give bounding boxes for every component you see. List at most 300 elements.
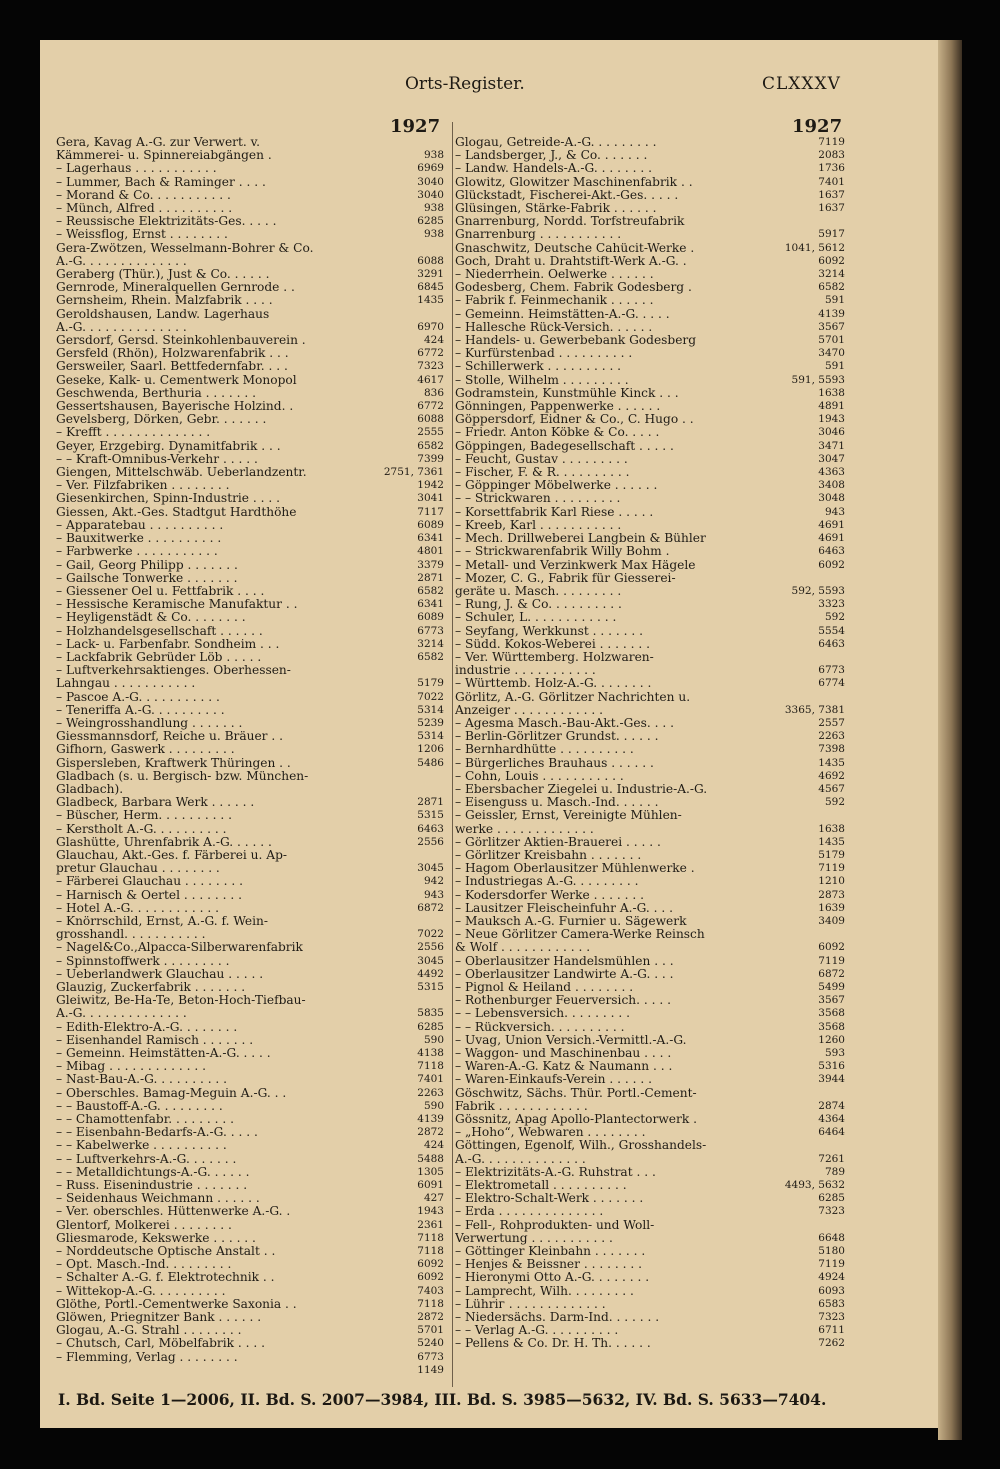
- entry-name: Geschwenda, Berthuria . . . . . . .: [56, 386, 257, 400]
- entry-page-number: 6648: [818, 1231, 845, 1244]
- register-entry: [56, 1219, 444, 1232]
- register-entry: [455, 1324, 845, 1337]
- entry-name: – Eisenhandel Ramisch . . . . . . .: [56, 1033, 254, 1047]
- entry-page-number: 3048: [818, 492, 845, 505]
- entry-name: – Teneriffa A.-G. . . . . . . . . .: [56, 703, 225, 717]
- right-year-heading: 1927: [792, 116, 843, 137]
- entry-page-number: 4691: [818, 518, 845, 531]
- register-entry: [455, 955, 845, 968]
- entry-name: Gladbeck, Barbara Werk . . . . . .: [56, 796, 255, 810]
- register-entry: [56, 466, 444, 479]
- entry-page-number: 2557: [818, 716, 845, 729]
- entry-page-number: 6092: [417, 1258, 444, 1271]
- register-entry: [455, 334, 845, 347]
- entry-name: – Ver. Filzfabriken . . . . . . . .: [56, 479, 230, 493]
- register-entry: [56, 941, 444, 954]
- entry-page-number: 4924: [818, 1271, 845, 1284]
- entry-name: – Lausitzer Fleischeinfuhr A.-G. . . .: [455, 901, 674, 915]
- entry-page-number: 6088: [417, 413, 444, 426]
- register-entry: [56, 1100, 444, 1113]
- entry-page-number: 5917: [818, 228, 845, 241]
- entry-page-number: 4139: [417, 1113, 444, 1126]
- entry-page-number: 7118: [417, 1231, 444, 1244]
- entry-page-number: 942: [423, 875, 444, 888]
- entry-name: – Weingrosshandlung . . . . . . .: [56, 716, 243, 730]
- entry-name: Gnaschwitz, Deutsche Cahücit-Werke .: [455, 241, 695, 255]
- entry-page-number: 3379: [417, 558, 444, 571]
- entry-page-number: 7118: [417, 1297, 444, 1310]
- register-entry: [455, 849, 845, 862]
- entry-page-number: 7119: [818, 1258, 845, 1271]
- register-entry: [455, 559, 845, 572]
- register-entry: [56, 400, 444, 413]
- entry-page-number: 5835: [417, 1007, 444, 1020]
- register-entry: [455, 730, 845, 743]
- entry-name: – Kerstholt A.-G. . . . . . . . . .: [56, 822, 227, 836]
- entry-name: – Opt. Masch.-Ind. . . . . . . . .: [56, 1258, 232, 1272]
- entry-page-number: 3040: [417, 175, 444, 188]
- entry-page-number: 6089: [417, 611, 444, 624]
- register-entry: [56, 968, 444, 981]
- entry-name: – Weissflog, Ernst . . . . . . . .: [56, 228, 228, 242]
- register-entry: [455, 268, 845, 281]
- entry-page-number: 6089: [417, 518, 444, 531]
- register-entry: [56, 757, 444, 770]
- entry-name: – Wittekop-A.-G. . . . . . . . . .: [56, 1284, 226, 1298]
- entry-name: – – Baustoff-A.-G. . . . . . . . .: [56, 1099, 223, 1113]
- entry-name: – Niederrhein. Oelwerke . . . . . .: [455, 268, 654, 282]
- entry-name: – – Strickwaren . . . . . . . . .: [455, 492, 621, 506]
- register-entry: [56, 823, 444, 836]
- entry-page-number: 1305: [417, 1165, 444, 1178]
- register-entry: [455, 202, 845, 215]
- entry-name: – Ueberlandwerk Glauchau . . . . .: [56, 967, 264, 981]
- register-entry: [56, 413, 444, 426]
- register-entry: [455, 215, 845, 241]
- register-entry: [56, 559, 444, 572]
- register-entry: [56, 1324, 444, 1337]
- register-entry: [455, 757, 845, 770]
- entry-name: – Reussische Elektrizitäts-Ges. . . . .: [56, 215, 277, 229]
- register-entry: [56, 162, 444, 175]
- entry-page-number: 7323: [417, 360, 444, 373]
- register-entry: [56, 360, 444, 373]
- entry-page-number: 5488: [417, 1152, 444, 1165]
- entry-name: – Heyligenstädt & Co. . . . . . . .: [56, 611, 246, 625]
- entry-name: – – Luftverkehrs-A.-G. . . . . . .: [56, 1152, 237, 1166]
- register-entry: [455, 453, 845, 466]
- entry-page-number: 4493, 5632: [784, 1179, 845, 1192]
- entry-page-number: 1943: [417, 1205, 444, 1218]
- register-entry: [455, 1311, 845, 1324]
- entry-name: – Lamprecht, Wilh. . . . . . . . .: [455, 1284, 634, 1298]
- entry-page-number: 6772: [417, 400, 444, 413]
- register-entry: [455, 1245, 845, 1258]
- entry-page-number: 5180: [818, 1245, 845, 1258]
- entry-page-number: 3408: [818, 479, 845, 492]
- register-entry: [455, 796, 845, 809]
- entry-page-number: 5499: [818, 981, 845, 993]
- entry-page-number: 4139: [818, 307, 845, 320]
- register-entry: [455, 149, 845, 162]
- entry-name: Glauchau, Akt.-Ges. f. Färberei u. Ap- pretur Glauchau . . . . . . . .: [56, 848, 288, 876]
- entry-page-number: 7117: [417, 505, 444, 518]
- entry-page-number: 1041, 5612: [784, 241, 845, 254]
- entry-name: – – Metalldichtungs-A.-G. . . . . .: [56, 1165, 250, 1179]
- entry-page-number: 938: [423, 149, 444, 162]
- register-entry: [56, 836, 444, 849]
- register-entry: [56, 585, 444, 598]
- register-entry: [455, 770, 845, 783]
- entry-page-number: 6464: [818, 1126, 845, 1139]
- entry-name: – Chutsch, Carl, Möbelfabrik . . . .: [56, 1337, 266, 1351]
- entry-page-number: 6285: [818, 1192, 845, 1205]
- entry-name: – „Hoho“, Webwaren . . . . . . . .: [455, 1126, 646, 1140]
- register-entry: [56, 519, 444, 532]
- entry-page-number: 1638: [818, 822, 845, 835]
- entry-name: Gössnitz, Apag Apollo-Plantectorwerk .: [455, 1113, 697, 1127]
- entry-name: Glückstadt, Fischerei-Akt.-Ges. . . . .: [455, 188, 679, 202]
- register-entry: [56, 1073, 444, 1086]
- column-divider: [452, 122, 453, 1387]
- entry-page-number: 1206: [417, 743, 444, 756]
- entry-name: – Erda . . . . . . . . . . . . . .: [455, 1205, 604, 1219]
- register-entry: [455, 136, 845, 149]
- register-entry: [455, 1007, 845, 1020]
- entry-name: Glowitz, Glowitzer Maschinenfabrik . .: [455, 175, 693, 189]
- entry-name: Glüsingen, Stärke-Fabrik . . . . . .: [455, 202, 657, 216]
- register-entry: [56, 545, 444, 558]
- register-entry: [455, 915, 845, 928]
- register-entry: [455, 598, 845, 611]
- entry-page-number: 6285: [417, 215, 444, 228]
- register-entry: [455, 255, 845, 268]
- register-entry: [455, 294, 845, 307]
- entry-page-number: 591: [824, 294, 845, 307]
- entry-page-number: 5314: [417, 730, 444, 743]
- entry-name: – Cohn, Louis . . . . . . . . . . .: [455, 769, 624, 783]
- entry-name: – Fischer, F. & R. . . . . . . . . .: [455, 466, 630, 480]
- entry-name: – Lagerhaus . . . . . . . . . . .: [56, 162, 217, 176]
- register-entry: [455, 1219, 845, 1245]
- entry-name: – Mauksch A.-G. Furnier u. Sägewerk: [455, 914, 687, 928]
- entry-page-number: 7401: [818, 175, 845, 188]
- entry-page-number: 4567: [818, 782, 845, 795]
- entry-name: – Oberlausitzer Handelsmühlen . . .: [455, 954, 674, 968]
- entry-name: – Kreeb, Karl . . . . . . . . . . .: [455, 518, 622, 532]
- register-entry: [56, 611, 444, 624]
- entry-name: – Giessener Oel u. Fettfabrik . . . .: [56, 584, 265, 598]
- entry-name: – Nast-Bau-A.-G. . . . . . . . . .: [56, 1073, 228, 1087]
- register-entry: [56, 915, 444, 941]
- register-entry: [455, 783, 845, 796]
- register-entry: [56, 268, 444, 281]
- register-entry: [455, 1087, 845, 1113]
- entry-page-number: 938: [423, 228, 444, 241]
- entry-page-number: 3047: [818, 452, 845, 465]
- entry-page-number: 1637: [818, 202, 845, 215]
- register-entry: [56, 228, 444, 241]
- entry-name: – Waggon- und Maschinenbau . . . .: [455, 1047, 672, 1061]
- entry-page-number: 6092: [818, 558, 845, 571]
- register-entry: [455, 506, 845, 519]
- register-entry: [56, 625, 444, 638]
- entry-name: – Oberlausitzer Landwirte A.-G. . . .: [455, 967, 674, 981]
- entry-page-number: 1210: [818, 875, 845, 888]
- entry-page-number: 7399: [417, 452, 444, 465]
- register-entry: [455, 1179, 845, 1192]
- register-entry: [455, 1285, 845, 1298]
- entry-name: – Nagel&Co.,Alpacca-Silberwarenfabrik: [56, 941, 303, 955]
- register-entry: [455, 638, 845, 651]
- register-entry: [56, 1047, 444, 1060]
- entry-name: – – Kabelwerke . . . . . . . . . .: [56, 1139, 227, 1153]
- register-entry: [56, 717, 444, 730]
- entry-page-number: 4691: [818, 532, 845, 545]
- register-entry: [56, 796, 444, 809]
- entry-page-number: 3046: [818, 426, 845, 439]
- register-entry: [455, 466, 845, 479]
- entry-page-number: 2556: [417, 941, 444, 954]
- entry-name: Giessen, Akt.-Ges. Stadtgut Hardthöhe: [56, 505, 297, 519]
- register-entry: [455, 862, 845, 875]
- entry-name: – Industriegas A.-G. . . . . . . . .: [455, 875, 639, 889]
- entry-name: – Feucht, Gustav . . . . . . . . .: [455, 452, 628, 466]
- register-entry: [56, 1153, 444, 1166]
- entry-page-number: 836: [423, 386, 444, 399]
- entry-page-number: 7118: [417, 1060, 444, 1073]
- entry-name: – Friedr. Anton Köbke & Co. . . . .: [455, 426, 660, 440]
- entry-name: – Büscher, Herm. . . . . . . . . .: [56, 809, 232, 823]
- entry-page-number: 1260: [818, 1033, 845, 1046]
- entry-page-number: 7119: [818, 954, 845, 967]
- register-entry: [455, 519, 845, 532]
- register-entry: [56, 492, 444, 505]
- entry-name: – Färberei Glauchau . . . . . . . .: [56, 875, 244, 889]
- register-entry: [56, 981, 444, 994]
- register-entry: [56, 572, 444, 585]
- entry-page-number: 3567: [818, 994, 845, 1007]
- register-entry: [455, 1337, 845, 1350]
- entry-name: – Russ. Eisenindustrie . . . . . . .: [56, 1179, 248, 1193]
- entry-name: – Seidenhaus Weichmann . . . . . .: [56, 1192, 260, 1206]
- register-entry: [455, 1126, 845, 1139]
- entry-page-number: 1638: [818, 386, 845, 399]
- entry-page-number: 7262: [818, 1337, 845, 1350]
- entry-name: – Gailsche Tonwerke . . . . . . .: [56, 571, 238, 585]
- entry-page-number: 424: [423, 1139, 444, 1152]
- entry-page-number: 2871: [417, 796, 444, 809]
- entry-page-number: 5486: [417, 756, 444, 769]
- entry-name: Gera, Kavag A.-G. zur Verwert. v. Kämmerei- u. Spinnereiabgängen .: [56, 136, 272, 163]
- entry-page-number: 3041: [417, 492, 444, 505]
- register-entry: [56, 770, 444, 796]
- entry-page-number: 2556: [417, 835, 444, 848]
- register-entry: [455, 492, 845, 505]
- entry-page-number: 4801: [417, 545, 444, 558]
- register-entry: [56, 994, 444, 1020]
- register-entry: [455, 374, 845, 387]
- entry-name: Goch, Draht u. Drahtstift-Werk A.-G. .: [455, 254, 687, 268]
- entry-page-number: 4363: [818, 466, 845, 479]
- entry-name: Göppersdorf, Eidner & Co., C. Hugo . .: [455, 413, 694, 427]
- entry-page-number: 6773: [818, 664, 845, 677]
- entry-name: Giesenkirchen, Spinn-Industrie . . . .: [56, 492, 281, 506]
- register-entry: [56, 1337, 444, 1350]
- register-entry: [455, 1271, 845, 1284]
- entry-page-number: 938: [423, 202, 444, 215]
- entry-page-number: 2872: [417, 1126, 444, 1139]
- entry-name: Gispersleben, Kraftwerk Thüringen . .: [56, 756, 291, 770]
- entry-name: – Hotel A.-G. . . . . . . . . . . .: [56, 901, 220, 915]
- entry-page-number: 3470: [818, 347, 845, 360]
- entry-page-number: 7261: [818, 1152, 845, 1165]
- entry-name: Gliesmarode, Kekswerke . . . . . .: [56, 1231, 256, 1245]
- entry-name: – Hallesche Rück-Versich. . . . . .: [455, 320, 653, 334]
- entry-page-number: 6970: [417, 320, 444, 333]
- register-entry: [56, 1166, 444, 1179]
- register-entry: [56, 1179, 444, 1192]
- entry-name: – Bürgerliches Brauhaus . . . . . .: [455, 756, 654, 770]
- entry-page-number: 6582: [818, 281, 845, 294]
- entry-name: – Norddeutsche Optische Anstalt . .: [56, 1245, 276, 1259]
- register-entry: [56, 426, 444, 439]
- register-entry: [56, 1311, 444, 1324]
- entry-name: Gifhorn, Gaswerk . . . . . . . . .: [56, 743, 235, 757]
- entry-page-number: 7401: [417, 1073, 444, 1086]
- entry-page-number: 3323: [818, 598, 845, 611]
- register-entry: [455, 426, 845, 439]
- register-entry: [455, 928, 845, 954]
- register-entry: [56, 136, 444, 162]
- register-entry: [56, 1258, 444, 1271]
- register-entry: [56, 308, 444, 334]
- entry-name: – Ebersbacher Ziegelei u. Industrie-A.-G.: [455, 782, 708, 796]
- entry-page-number: 7398: [818, 743, 845, 756]
- entry-name: – Agesma Masch.-Bau-Akt.-Ges. . . .: [455, 716, 674, 730]
- entry-name: Göppingen, Badegesellschaft . . . . .: [455, 439, 674, 453]
- register-entry: [56, 532, 444, 545]
- entry-page-number: 7323: [818, 1205, 845, 1218]
- register-entry: [455, 1047, 845, 1060]
- entry-page-number: 6285: [417, 1020, 444, 1033]
- entry-name: – Rung, J. & Co. . . . . . . . . .: [455, 598, 622, 612]
- register-entry: [455, 625, 845, 638]
- entry-page-number: 593: [824, 1047, 845, 1060]
- register-entry: [56, 374, 444, 387]
- entry-name: – Waren-Einkaufs-Verein . . . . . .: [455, 1073, 653, 1087]
- entry-name: – Landsberger, J., & Co. . . . . . .: [455, 149, 648, 163]
- entry-page-number: 6711: [818, 1324, 845, 1337]
- register-entry: [56, 189, 444, 202]
- register-entry: [56, 506, 444, 519]
- register-entry: [455, 1060, 845, 1073]
- entry-name: – Elektrizitäts-A.-G. Ruhstrat . . .: [455, 1165, 656, 1179]
- entry-name: Gernsheim, Rhein. Malzfabrik . . . .: [56, 294, 273, 308]
- entry-page-number: 427: [423, 1192, 444, 1205]
- entry-page-number: 6773: [417, 1350, 444, 1363]
- left-year-heading: 1927: [390, 116, 441, 137]
- register-entry: [455, 1205, 845, 1218]
- entry-page-number: 6845: [417, 281, 444, 294]
- entry-name: – Fell-, Rohprodukten- und Woll- Verwertung . . . . . . . . . . .: [455, 1218, 655, 1245]
- entry-page-number: 1639: [818, 901, 845, 914]
- entry-page-number: 2263: [818, 730, 845, 743]
- entry-page-number: 3040: [417, 188, 444, 201]
- entry-page-number: 3568: [818, 1007, 845, 1020]
- page-number-roman: CLXXXV: [762, 74, 841, 94]
- entry-name: – Mozer, C. G., Fabrik für Giesserei- geräte u. Masch. . . . . . . . .: [455, 571, 676, 598]
- entry-name: – Gemeinn. Heimstätten-A.-G. . . . .: [56, 1047, 271, 1061]
- entry-name: Glauzig, Zuckerfabrik . . . . . . .: [56, 981, 246, 994]
- entry-name: Giengen, Mittelschwäb. Ueberlandzentr.: [56, 466, 307, 480]
- register-entry: [56, 1232, 444, 1245]
- entry-name: Gersdorf, Gersd. Steinkohlenbauverein .: [56, 334, 306, 348]
- entry-page-number: 6092: [818, 941, 845, 954]
- entry-page-number: 5316: [818, 1060, 845, 1073]
- entry-page-number: 592: [824, 796, 845, 809]
- register-entry: [56, 281, 444, 294]
- entry-page-number: 2361: [417, 1218, 444, 1231]
- entry-name: Gevelsberg, Dörken, Gebr. . . . . . .: [56, 413, 267, 427]
- register-entry: [56, 691, 444, 704]
- entry-name: Godesberg, Chem. Fabrik Godesberg .: [455, 281, 692, 295]
- book-spine: [938, 40, 962, 1440]
- register-entry: [56, 1126, 444, 1139]
- entry-name: – Neue Görlitzer Camera-Werke Reinsch & Wolf . . . . . . . . . . . .: [455, 928, 705, 955]
- entry-page-number: 591, 5593: [791, 373, 845, 386]
- register-entry: [56, 176, 444, 189]
- entry-page-number: 3291: [417, 268, 444, 281]
- register-entry: [455, 717, 845, 730]
- entry-page-number: 1943: [818, 413, 845, 426]
- entry-name: – Stolle, Wilhelm . . . . . . . . .: [455, 373, 629, 387]
- entry-page-number: 7403: [417, 1284, 444, 1297]
- entry-name: – Farbwerke . . . . . . . . . . .: [56, 545, 218, 559]
- entry-name: – Lühriг . . . . . . . . . . . . .: [455, 1297, 606, 1311]
- entry-page-number: 1149: [417, 1363, 444, 1376]
- entry-page-number: 2083: [818, 149, 845, 162]
- entry-page-number: 5554: [818, 624, 845, 637]
- entry-page-number: 1736: [818, 162, 845, 175]
- entry-name: – Mibag . . . . . . . . . . . . .: [56, 1060, 206, 1074]
- entry-name: – Bernhardhütte . . . . . . . . . .: [455, 743, 634, 757]
- entry-page-number: 592, 5593: [791, 584, 845, 597]
- register-entry: [455, 1034, 845, 1047]
- entry-name: Geyer, Erzgebirg. Dynamitfabrik . . .: [56, 439, 281, 453]
- register-entry: [455, 532, 845, 545]
- register-entry: [56, 664, 444, 690]
- entry-name: – Göppinger Möbelwerke . . . . . .: [455, 479, 658, 493]
- entry-page-number: 6463: [818, 637, 845, 650]
- entry-name: – Göttinger Kleinbahn . . . . . . .: [455, 1245, 646, 1259]
- register-entry: [56, 598, 444, 611]
- register-entry: [455, 479, 845, 492]
- entry-page-number: 6583: [818, 1297, 845, 1310]
- register-entry: [56, 242, 444, 268]
- register-entry: [455, 743, 845, 756]
- entry-page-number: 5315: [417, 981, 444, 993]
- entry-page-number: 3568: [818, 1020, 845, 1033]
- register-entry: [455, 836, 845, 849]
- entry-name: Gersfeld (Rhön), Holzwarenfabrik . . .: [56, 347, 289, 361]
- entry-page-number: 6088: [417, 254, 444, 267]
- register-entry: [56, 479, 444, 492]
- entry-name: – Landw. Handels-A.-G. . . . . . . .: [455, 162, 652, 176]
- register-entry: [56, 347, 444, 360]
- entry-name: – Görlitzer Kreisbahn . . . . . . .: [455, 848, 642, 862]
- entry-name: – Oberschles. Bamag-Meguin A.-G. . .: [56, 1086, 287, 1100]
